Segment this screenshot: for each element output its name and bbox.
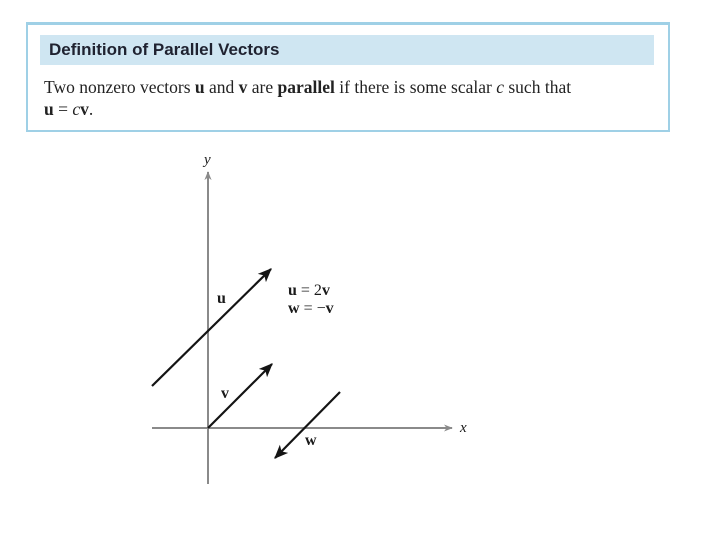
relation2-rhs: = − xyxy=(299,300,326,317)
scalar-c-symbol: c xyxy=(496,77,504,97)
y-axis-label: y xyxy=(204,152,211,168)
relation-w-equals-neg-v xyxy=(288,300,334,317)
equation-u: u xyxy=(44,99,54,119)
vector-u-symbol: u xyxy=(194,77,205,97)
term-parallel: parallel xyxy=(277,77,335,97)
vector-v-arrow xyxy=(208,364,272,428)
relation1-lhs: u xyxy=(288,282,297,299)
equation-c: c xyxy=(72,99,81,119)
definition-text-part: such that xyxy=(504,77,572,97)
vector-u-label: u xyxy=(217,290,226,307)
vector-w-label: w xyxy=(305,432,317,449)
relation1-rhs: = 2 xyxy=(296,282,322,299)
vector-u-arrow xyxy=(152,269,271,386)
x-axis-label: x xyxy=(460,420,467,436)
definition-text-part: are xyxy=(247,77,278,97)
relation-u-equals-2v xyxy=(288,282,330,299)
definition-title: Definition of Parallel Vectors xyxy=(49,40,280,59)
definition-text-part: Two nonzero vectors xyxy=(44,77,195,97)
relation1-v: v xyxy=(321,282,330,299)
equation-equals: = xyxy=(53,99,73,119)
relation2-v: v xyxy=(325,300,334,317)
equation-period: . xyxy=(88,99,94,119)
equation-v: v xyxy=(80,99,89,119)
relation2-lhs: w xyxy=(288,300,300,317)
vector-v-symbol: v xyxy=(238,77,248,97)
definition-text-part: if there is some scalar xyxy=(334,77,497,97)
vector-v-label: v xyxy=(221,385,229,402)
definition-text-part: and xyxy=(204,77,239,97)
